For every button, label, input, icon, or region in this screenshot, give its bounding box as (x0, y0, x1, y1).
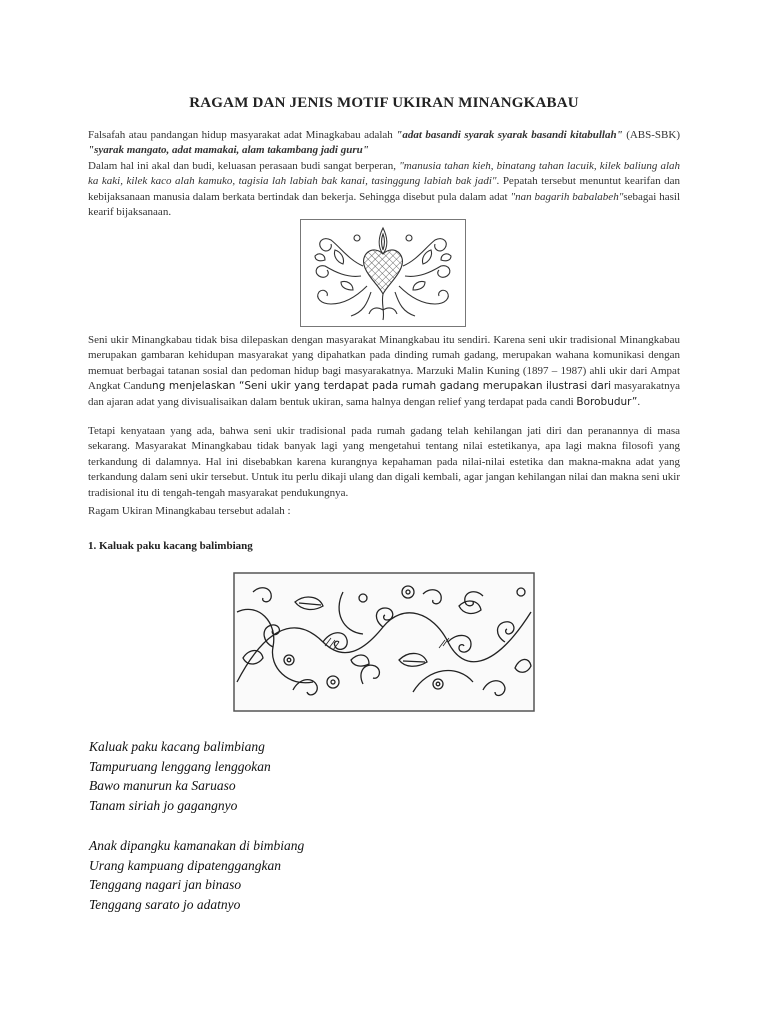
intro-text-1: Falsafah atau pandangan hidup masyarakat adat Minagkabau adalah (88, 129, 397, 141)
intro-line-1 (88, 128, 680, 159)
paragraph-kenyataan: Tetapi kenyataan yang ada, bahwa seni ukir tradisional pada rumah gadang telah kehilangan jati diri dan peranannya di masa sekarang. Masyarakat Minangkabau tidak banyak lagi yang mengetahui tentang nilai estetikanya, apa lagi makna filosofi yang terkandung di dalamnya. Hal ini disebabkan karena kurangnya kepahaman pada nilai-nilai estetika dan makna-makna adat yang terkandung dalam seni ukir tersebut. Untuk itu perlu dikaji ulang dan digali kembali, agar jangan kehilangan nilai dan makna seni ukir tradisional itu di tengah-tengah masyarakat pendukungnya. (88, 425, 680, 499)
pantun-verse (89, 737, 304, 915)
page-title: RAGAM DAN JENIS MOTIF UKIRAN MINANGKABAU (189, 95, 579, 111)
paragraph-seni-ukir (88, 333, 680, 410)
intro-quote-4: "nan bagarih babalabeh" (510, 190, 624, 203)
intro-text-4: . Pepatah tersebut menuntut kearifan dan kebijaksanaan manusia dalam berkata bertindak dan bekerja. Sehingga disebut pula dalam adat (88, 175, 680, 203)
poem-line: Urang kampuang dipatenggangkan (89, 857, 281, 873)
stanza-gap (89, 816, 304, 836)
paragraph-2-borobudur: Borobudur” (576, 395, 638, 408)
poem-line: Tenggang sarato jo adatnyo (89, 896, 241, 912)
poem-line: Tampuruang lenggang lenggokan (89, 758, 271, 774)
intro-quote-1: "adat basandi syarak syarak basandi kitabullah" (396, 129, 623, 141)
poem-line: Tanam siriah jo gagangnyo (89, 798, 238, 814)
intro-line-2 (88, 159, 680, 221)
carving-motif-image-1 (300, 219, 466, 327)
paragraph-ragam-intro: Ragam Ukiran Minangkabau tersebut adalah : (88, 505, 291, 517)
section-heading-kaluak-paku: 1. Kaluak paku kacang balimbiang (88, 540, 253, 552)
poem-line: Tenggang nagari jan binaso (89, 877, 242, 893)
intro-paragraph (88, 128, 680, 220)
intro-text-3: Dalam hal ini akal dan budi, keluasan perasaan budi sangat berperan, (88, 159, 400, 172)
paragraph-2-text-3: . (637, 395, 641, 408)
paragraph-2-text-2: masyarakatnya dan ajaran adat yang divisualisaikan dalam bentuk ukiran, sama halnya dengan relief yang terdapat pada candi (88, 380, 681, 408)
carving-motif-image-2 (233, 572, 535, 712)
intro-quote-3: "manusia tahan kieh, binatang tahan lacuik, kilek baliung alah ka kaki, kilek kaco alah kamuko, tagisia lah labiah bak kanai, tasinggung labiah bak jadi" (88, 159, 681, 188)
poem-line: Kaluak paku kacang balimbiang (89, 739, 265, 754)
paragraph-2-text-1: Seni ukir Minangkabau tidak bisa dilepaskan dengan masyarakat Minangkabau itu sendiri. Karena seni ukir tradisional Minangkabau merupakan gambaran kehidupan masyarakat yang dipahatkan pada dinding rumah gadang, merupakan wahana komunikasi dengan memuat berbagai tatanan sosial dan pedoman hidup bagi masyarakatnya. Marzuki Malin Kuning (1897 – 1987) ahli ukir dari Ampat Angkat Candu (88, 334, 680, 393)
poem-line: Bawo manurun ka Saruaso (89, 778, 236, 794)
intro-quote-2: "syarak mangato, adat mamakai, alam takambang jadi guru" (88, 144, 369, 157)
intro-text-2: (ABS-SBK) (622, 129, 680, 141)
paragraph-2-quote: ng menjelaskan “Seni ukir yang terdapat pada rumah gadang merupakan ilustrasi dari (152, 380, 612, 393)
poem-line: Anak dipangku kamanakan di bimbiang (89, 837, 305, 853)
intro-text-5: sebagai hasil kearif bijaksanaan. (88, 190, 680, 219)
